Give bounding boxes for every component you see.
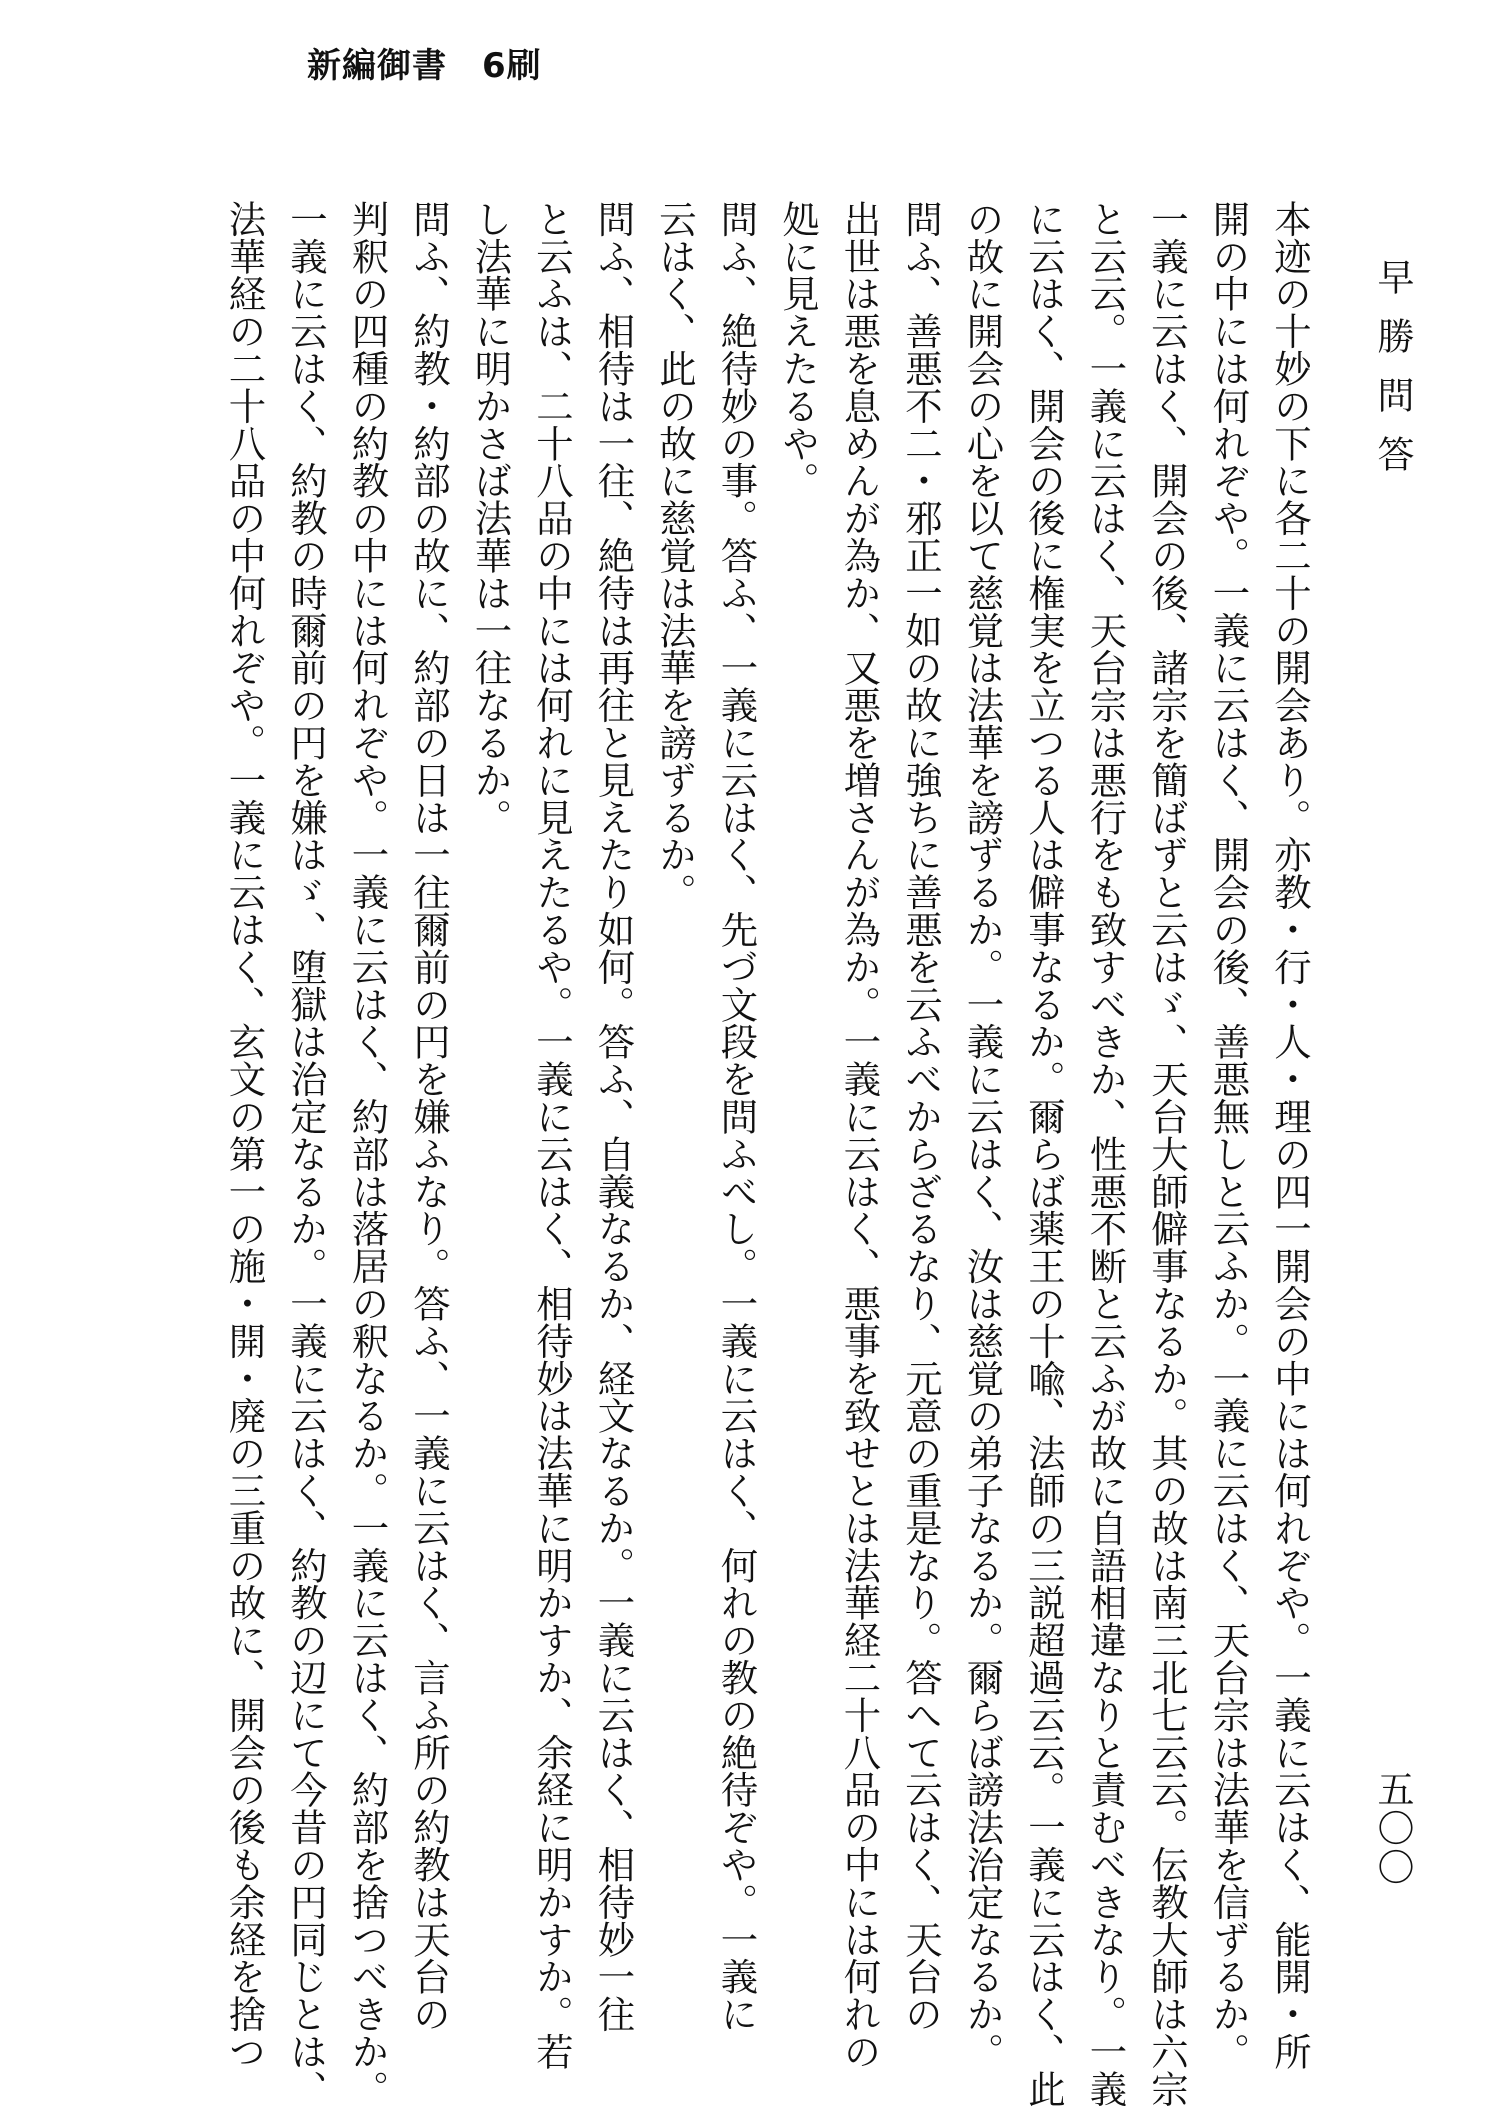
text-line: 法華経の二十八品の中何れぞや。一義に云はく、玄文の第一の施・開・廃の三重の故に、開会の後も余経を捨つ	[222, 200, 267, 2070]
page-number: 五〇〇	[1371, 1770, 1414, 1887]
text-line: 問ふ、善悪不二・邪正一如の故に強ちに善悪を云ふべからざるなり、元意の重是なり。答へて云はく、天台の	[899, 200, 943, 2033]
text-line: の故に開会の心を以て慈覚は法華を謗ずるか。一義に云はく、汝は慈覚の弟子なるか。爾らば謗法治定なるか。	[960, 200, 1005, 2070]
body-text	[213, 200, 1320, 2108]
text-line: 一義に云はく、約教の時爾前の円を嫌はゞ、堕獄は治定なるか。一義に云はく、約教の辺にて今昔の円同じとは、	[284, 200, 328, 2108]
text-line: 本迹の十妙の下に各二十の開会あり。亦教・行・人・理の四一開会の中には何れぞや。一義に云はく、能開・所	[1268, 200, 1312, 2070]
text-line: 問ふ、約教・約部の故に、約部の日は一往爾前の円を嫌ふなり。答ふ、一義に云はく、言ふ所の約教は天台の	[407, 200, 451, 2033]
text-line: 処に見えたるや。	[776, 200, 820, 500]
running-title: 早勝問答	[1371, 258, 1414, 494]
edition-label: 新編御書 6刷	[307, 46, 542, 86]
text-line: 出世は悪を息めんが為か、又悪を増さんが為か。一義に云はく、悪事を致せとは法華経二十八品の中には何れの	[837, 200, 882, 2070]
text-line: し法華に明かさば法華は一往なるか。	[468, 200, 513, 836]
text-line: に云はく、開会の後に権実を立つる人は僻事なるか。爾らば薬王の十喩、法師の三説超過云云。一義に云はく、此	[1022, 200, 1066, 2108]
text-line: と云ふは、二十八品の中には何れに見えたるや。一義に云はく、相待妙は法華に明かすか、余経に明かすか。若	[530, 200, 574, 2070]
text-line: 判釈の四種の約教の中には何れぞや。一義に云はく、約部は落居の釈なるか。一義に云はく、約部を捨つべきか。	[345, 200, 390, 2108]
text-line: 一義に云はく、開会の後、諸宗を簡ばずと云はゞ、天台大師僻事なるか。其の故は南三北七云云。伝教大師は六宗	[1145, 200, 1189, 2108]
text-line: 問ふ、相待は一往、絶待は再往と見えたり如何。答ふ、自義なるか、経文なるか。一義に云はく、相待妙一往	[591, 200, 636, 2033]
text-line: と云云。一義に云はく、天台宗は悪行をも致すべきか、性悪不断と云ふが故に自語相違なりと責むべきなり。一義	[1083, 200, 1128, 2108]
text-line: 開の中には何れぞや。一義に云はく、開会の後、善悪無しと云ふか。一義に云はく、天台宗は法華を信ずるか。	[1206, 200, 1251, 2070]
text-line: 問ふ、絶待妙の事。答ふ、一義に云はく、先づ文段を問ふべし。一義に云はく、何れの教の絶待ぞや。一義に	[714, 200, 759, 2033]
text-line: 云はく、此の故に慈覚は法華を謗ずるか。	[653, 200, 697, 911]
